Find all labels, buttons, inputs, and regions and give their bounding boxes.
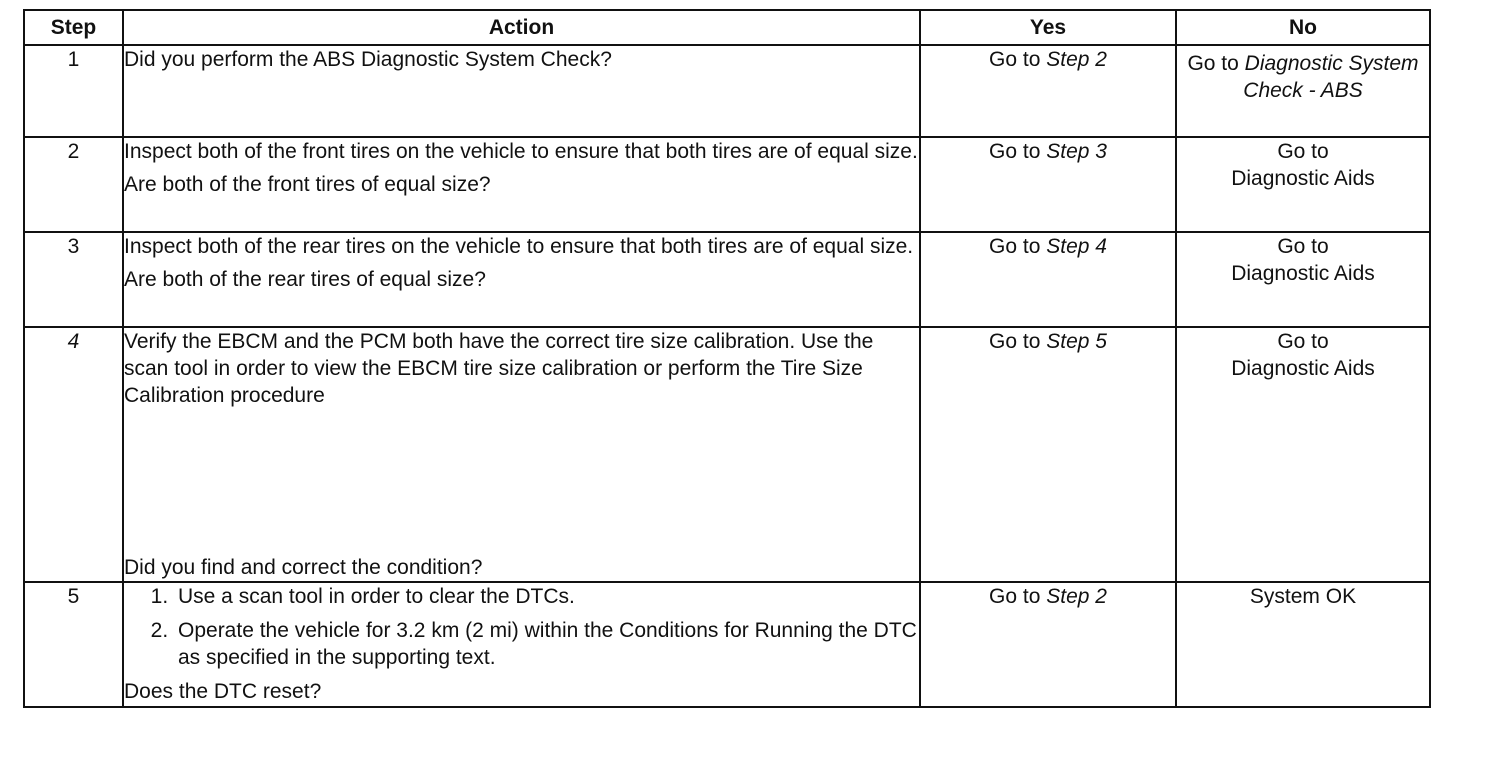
step-number: 1 [24,45,123,137]
action-cell [123,137,920,232]
header-yes: Yes [920,10,1176,45]
no-prefix: Go to [1277,330,1329,353]
no-prefix: Go to [1277,235,1329,258]
no-link[interactable]: Diagnostic Aids [1231,167,1375,190]
action-text: Inspect both of the rear tires on the vehicle to ensure that both tires are of equal size. [124,235,914,258]
step-number: 3 [24,232,123,327]
no-link[interactable]: Diagnostic Aids [1231,357,1375,380]
list-item: 2. Operate the vehicle for 3.2 km (2 mi) within the Conditions for Running the DTC as specified in the supporting text. [174,617,919,671]
diagnostic-table [23,9,1431,708]
table-row [24,582,1430,707]
yes-cell[interactable] [920,232,1176,327]
yes-step-link[interactable]: Step 3 [1046,140,1107,163]
action-cell [123,582,920,707]
yes-cell[interactable] [920,137,1176,232]
yes-step-link[interactable]: Step 2 [1046,48,1107,71]
action-question: Does the DTC reset? [124,680,322,703]
action-question: Are both of the rear tires of equal size? [124,268,486,291]
no-result: System OK [1249,585,1357,608]
action-steps-list [124,583,919,671]
no-cell[interactable] [1176,232,1430,327]
yes-cell[interactable] [920,327,1176,582]
step-number: 5 [24,582,123,707]
action-cell [123,232,920,327]
no-cell[interactable] [1176,137,1430,232]
action-question: Did you find and correct the condition? [124,556,483,579]
action-text: Verify the EBCM and the PCM both have the correct tire size calibration. Use the scan tool in order to view the EBCM tire size calibration or perform the Tire Size Calibration procedure [124,330,874,407]
yes-prefix: Go to [989,585,1041,608]
header-row [24,10,1430,45]
action-text: Inspect both of the front tires on the vehicle to ensure that both tires are of equal size. [124,140,918,163]
action-question: Are both of the front tires of equal size? [124,173,491,196]
no-prefix: Go to [1277,140,1329,163]
header-step: Step [24,10,123,45]
yes-prefix: Go to [989,235,1041,258]
header-action: Action [123,10,920,45]
header-no: No [1176,10,1430,45]
no-link[interactable]: Diagnostic System Check - ABS [1243,52,1419,102]
action-cell [123,327,920,582]
action-cell [123,45,920,137]
table-row [24,327,1430,582]
action-text: Did you perform the ABS Diagnostic System Check? [124,48,612,71]
no-cell[interactable] [1176,327,1430,582]
step-number: 4 [24,327,123,582]
table-row [24,232,1430,327]
yes-step-link[interactable]: Step 4 [1046,235,1107,258]
table-row [24,137,1430,232]
step-number: 2 [24,137,123,232]
yes-cell[interactable] [920,45,1176,137]
yes-prefix: Go to [989,330,1041,353]
yes-step-link[interactable]: Step 5 [1046,330,1107,353]
yes-cell[interactable] [920,582,1176,707]
no-prefix: Go to [1187,52,1239,75]
list-item: 1. Use a scan tool in order to clear the DTCs. [174,583,919,610]
yes-prefix: Go to [989,48,1041,71]
yes-prefix: Go to [989,140,1041,163]
table-row [24,45,1430,137]
no-link[interactable]: Diagnostic Aids [1231,262,1375,285]
no-cell[interactable] [1176,582,1430,707]
yes-step-link[interactable]: Step 2 [1046,585,1107,608]
no-cell[interactable] [1176,45,1430,137]
